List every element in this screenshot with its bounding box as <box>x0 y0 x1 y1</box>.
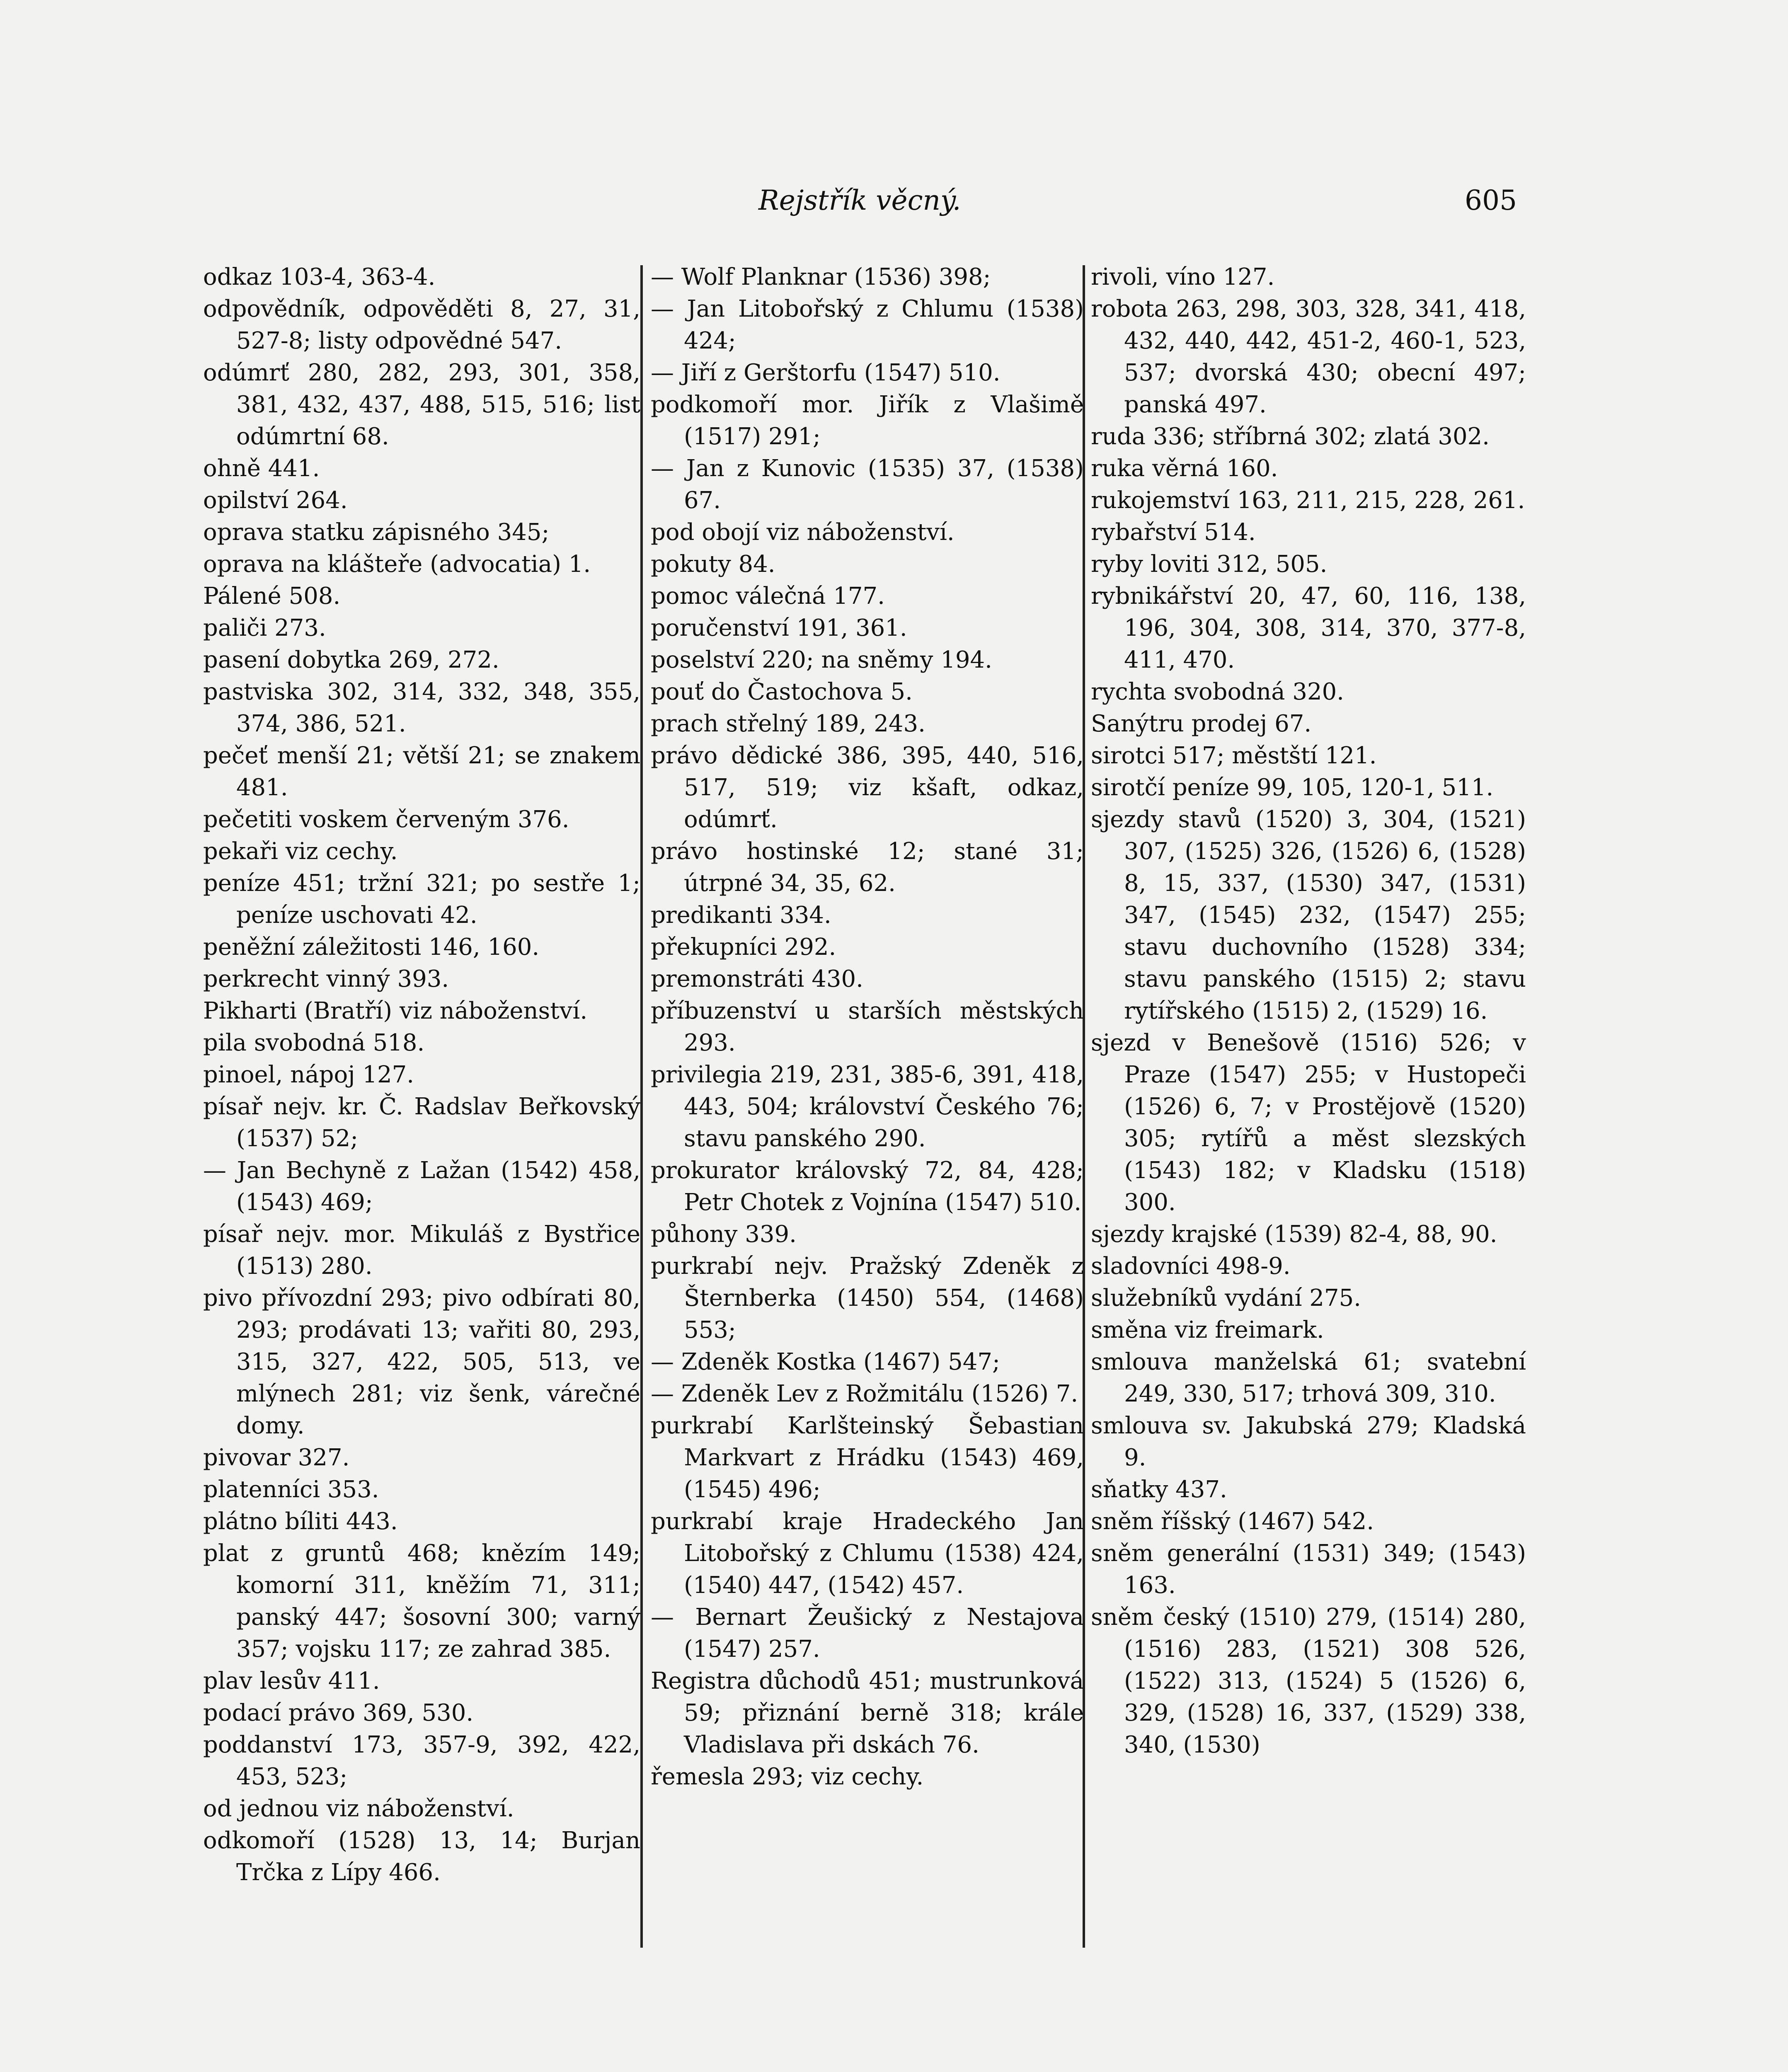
index-entry: — Jan Bechyně z Lažan (1542) 458, (1543) 469; <box>203 1157 640 1216</box>
index-entry: sňatky 437. <box>1091 1476 1227 1503</box>
index-entry: podkomoří mor. Jiřík z Vlašimě (1517) 291; <box>651 391 1084 450</box>
index-entry: poručenství 191, 361. <box>651 615 907 641</box>
index-entry: perkrecht vinný 393. <box>203 966 449 992</box>
index-entry: opilství 264. <box>203 487 348 514</box>
index-column-3 <box>1091 261 1526 1952</box>
index-entry: Pikharti (Bratří) viz náboženství. <box>203 997 588 1024</box>
index-entry: odúmrť 280, 282, 293, 301, 358, 381, 432, 437, 488, 515, 516; list odúmrtní 68. <box>203 359 640 450</box>
index-entry: odkaz 103-4, 363-4. <box>203 264 436 290</box>
index-entry: peníze 451; tržní 321; po sestře 1; peníze uschovati 42. <box>203 870 640 929</box>
index-entry: ruka věrná 160. <box>1091 455 1278 482</box>
index-entry: sirotci 517; městští 121. <box>1091 742 1377 769</box>
index-entry: plav lesův 411. <box>203 1668 380 1694</box>
index-entry: poddanství 173, 357-9, 392, 422, 453, 523; <box>203 1731 640 1790</box>
index-entry: — Wolf Planknar (1536) 398; <box>651 264 991 290</box>
index-entry: pila svobodná 518. <box>203 1029 425 1056</box>
index-entry: plátno bíliti 443. <box>203 1508 398 1535</box>
index-entry: podací právo 369, 530. <box>203 1699 474 1726</box>
index-entry: rukojemství 163, 211, 215, 228, 261. <box>1091 487 1525 514</box>
index-entry: ryby loviti 312, 505. <box>1091 551 1328 578</box>
index-entry: pasení dobytka 269, 272. <box>203 646 499 673</box>
column-divider-1 <box>640 265 643 1948</box>
index-entry: řemesla 293; viz cechy. <box>651 1763 924 1790</box>
index-entry: platenníci 353. <box>203 1476 379 1503</box>
index-entry: překupníci 292. <box>651 934 836 961</box>
index-entry: pečetiti voskem červeným 376. <box>203 806 569 833</box>
index-entry: Sanýtru prodej 67. <box>1091 710 1312 737</box>
index-entry: privilegia 219, 231, 385-6, 391, 418, 443, 504; království Českého 76; stavu panského 290. <box>651 1061 1084 1152</box>
index-entry: pečeť menší 21; větší 21; se znakem 481. <box>203 742 640 801</box>
index-entry: peněžní záležitosti 146, 160. <box>203 934 540 961</box>
index-entry: — Jiří z Gerštorfu (1547) 510. <box>651 359 1001 386</box>
index-entry: pokuty 84. <box>651 551 775 578</box>
index-entry: — Zdeněk Lev z Rožmitálu (1526) 7. <box>651 1380 1078 1407</box>
page-number: 605 <box>1465 184 1517 216</box>
index-column-1 <box>203 261 640 1952</box>
index-entry: pinoel, nápoj 127. <box>203 1061 414 1088</box>
index-entry: rybařství 514. <box>1091 519 1256 546</box>
index-entry: paliči 273. <box>203 615 326 641</box>
index-entry: oprava na klášteře (advocatia) 1. <box>203 551 591 578</box>
index-entry: pomoc válečná 177. <box>651 583 885 610</box>
index-entry: pod obojí viz náboženství. <box>651 519 955 546</box>
index-entry: — Jan z Kunovic (1535) 37, (1538) 67. <box>651 455 1084 514</box>
page-title: Rejstřík věcný. <box>758 184 961 216</box>
index-entry: — Bernart Žeušický z Nestajova (1547) 257. <box>651 1604 1084 1663</box>
index-entry: příbuzenství u starších městských 293. <box>651 997 1084 1056</box>
index-entry: od jednou viz náboženství. <box>203 1795 514 1822</box>
index-entry: odkomoří (1528) 13, 14; Burjan Trčka z Lípy 466. <box>203 1827 640 1886</box>
index-entry: služebníků vydání 275. <box>1091 1285 1361 1312</box>
index-entry: sněm český (1510) 279, (1514) 280, (1516) 283, (1521) 308 526, (1522) 313, (1524) 5 (1526) 6, 329, (1528) 16, 337, (1529) 338, 340, (1530) <box>1091 1604 1526 1758</box>
index-entry: smlouva sv. Jakubská 279; Kladská 9. <box>1091 1412 1526 1471</box>
index-entry: purkrabí nejv. Pražský Zdeněk z Šternberka (1450) 554, (1468) 553; <box>651 1253 1084 1343</box>
index-column-2 <box>651 261 1084 1952</box>
index-entry: právo hostinské 12; stané 31; útrpné 34, 35, 62. <box>651 838 1084 897</box>
index-entry: oprava statku zápisného 345; <box>203 519 550 546</box>
index-entry: pivovar 327. <box>203 1444 350 1471</box>
index-entry: ohně 441. <box>203 455 320 482</box>
index-entry: sněm říšský (1467) 542. <box>1091 1508 1374 1535</box>
index-entry: poselství 220; na sněmy 194. <box>651 646 992 673</box>
index-entry: — Zdeněk Kostka (1467) 547; <box>651 1348 1000 1375</box>
index-entry: písař nejv. kr. Č. Radslav Beřkovský (1537) 52; <box>203 1093 640 1152</box>
index-entry: robota 263, 298, 303, 328, 341, 418, 432, 440, 442, 451-2, 460-1, 523, 537; dvorská 430; obecní 497; panská 497. <box>1091 295 1526 418</box>
index-entry: směna viz freimark. <box>1091 1317 1324 1343</box>
index-entry: odpovědník, odpověděti 8, 27, 31, 527-8; listy odpovědné 547. <box>203 295 640 354</box>
index-entry: rychta svobodná 320. <box>1091 678 1344 705</box>
index-entry: sirotčí peníze 99, 105, 120-1, 511. <box>1091 774 1494 801</box>
index-entry: predikanti 334. <box>651 902 831 929</box>
index-entry: pouť do Častochova 5. <box>651 678 913 705</box>
index-entry: sjezd v Benešově (1516) 526; v Praze (1547) 255; v Hustopeči (1526) 6, 7; v Prostějově (1520) 305; rytířů a měst slezských (1543) 182; v Kladsku (1518) 300. <box>1091 1029 1526 1216</box>
index-entry: půhony 339. <box>651 1221 797 1248</box>
index-entry: sněm generální (1531) 349; (1543) 163. <box>1091 1540 1526 1599</box>
index-entry: Pálené 508. <box>203 583 341 610</box>
index-entry: premonstráti 430. <box>651 966 863 992</box>
index-entry: sladovníci 498-9. <box>1091 1253 1291 1280</box>
index-entry: — Jan Litobořský z Chlumu (1538) 424; <box>651 295 1084 354</box>
index-entry: sjezdy krajské (1539) 82-4, 88, 90. <box>1091 1221 1497 1248</box>
index-entry: prach střelný 189, 243. <box>651 710 925 737</box>
index-entry: pekaři viz cechy. <box>203 838 398 865</box>
index-entry: purkrabí kraje Hradeckého Jan Litobořský z Chlumu (1538) 424, (1540) 447, (1542) 457. <box>651 1508 1084 1599</box>
index-entry: smlouva manželská 61; svatební 249, 330, 517; trhová 309, 310. <box>1091 1348 1526 1407</box>
index-entry: plat z gruntů 468; knězím 149; komorní 311, kněžím 71, 311; panský 447; šosovní 300; varný 357; vojsku 117; ze zahrad 385. <box>203 1540 640 1663</box>
index-entry: právo dědické 386, 395, 440, 516, 517, 519; viz kšaft, odkaz, odúmrť. <box>651 742 1084 833</box>
index-entry: sjezdy stavů (1520) 3, 304, (1521) 307, (1525) 326, (1526) 6, (1528) 8, 15, 337, (1530) 347, (1531) 347, (1545) 232, (1547) 255; stavu duchovního (1528) 334; stavu panského (1515) 2; stavu rytířského (1515) 2, (1529) 16. <box>1091 806 1526 1024</box>
index-entry: rivoli, víno 127. <box>1091 264 1275 290</box>
index-entry: pivo přívozdní 293; pivo odbírati 80, 293; prodávati 13; vařiti 80, 293, 315, 327, 422, 505, 513, ve mlýnech 281; viz šenk, várečné domy. <box>203 1285 640 1439</box>
index-entry: pastviska 302, 314, 332, 348, 355, 374, 386, 521. <box>203 678 640 737</box>
index-entry: purkrabí Karlšteinský Šebastian Markvart z Hrádku (1543) 469, (1545) 496; <box>651 1412 1084 1503</box>
index-entry: prokurator královský 72, 84, 428; Petr Chotek z Vojnína (1547) 510. <box>651 1157 1084 1216</box>
index-entry: písař nejv. mor. Mikuláš z Bystřice (1513) 280. <box>203 1221 640 1280</box>
index-entry: rybnikářství 20, 47, 60, 116, 138, 196, 304, 308, 314, 370, 377-8, 411, 470. <box>1091 583 1526 673</box>
index-entry: Registra důchodů 451; mustrunková 59; přiznání berně 318; krále Vladislava při dskách 76. <box>651 1668 1084 1758</box>
index-entry: ruda 336; stříbrná 302; zlatá 302. <box>1091 423 1490 450</box>
